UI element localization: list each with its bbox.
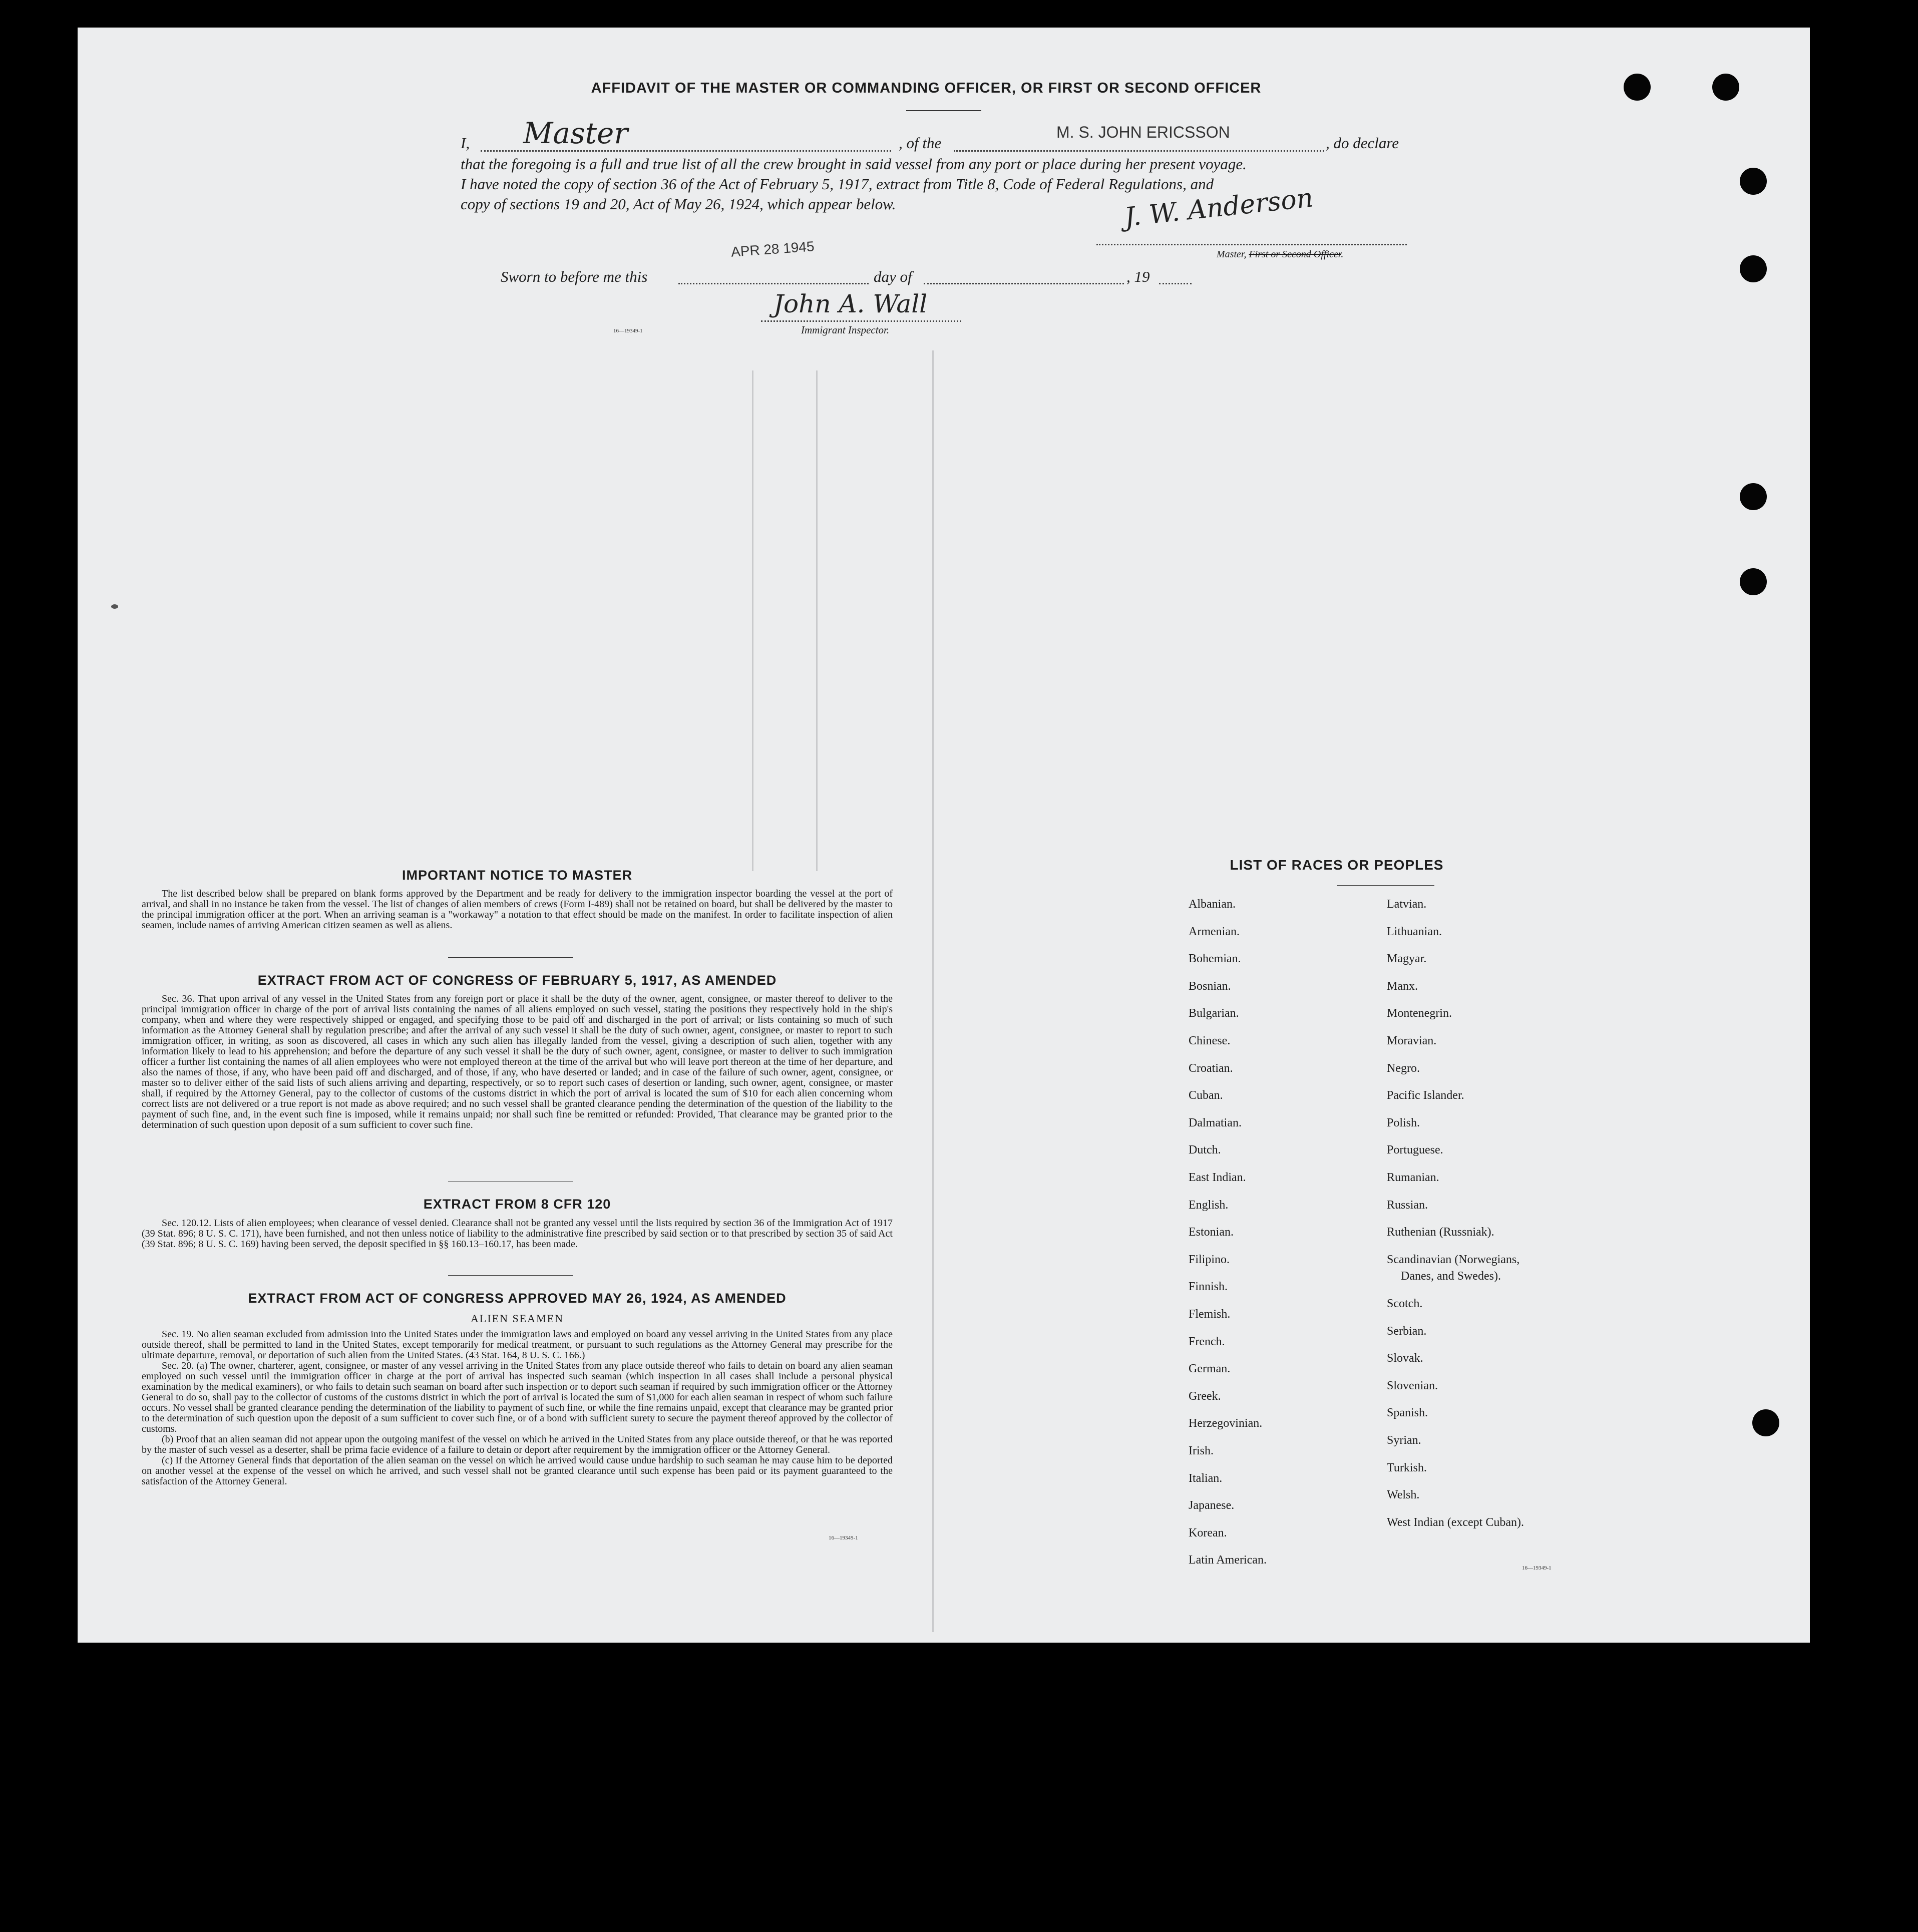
race-item: Dutch. xyxy=(1189,1143,1221,1157)
bleed-through-rule xyxy=(752,370,753,871)
affidavit-title: AFFIDAVIT OF THE MASTER OR COMMANDING OFFICER, OR FIRST OR SECOND OFFICER xyxy=(591,80,1262,96)
vessel-line xyxy=(954,150,1324,152)
race-item: West Indian (except Cuban). xyxy=(1387,1515,1524,1529)
affidavit-line-3: I have noted the copy of section 36 of the Act of February 5, 1917, extract from Title 8, Code of Federal Regulations, and xyxy=(461,175,1214,193)
race-item: Danes, and Swedes). xyxy=(1401,1270,1501,1283)
alien-seamen-subheading: ALIEN SEAMEN xyxy=(471,1312,564,1325)
sec-36-paragraph: Sec. 36. That upon arrival of any vessel in the United States from any foreign port or place it shall be the duty of the owner, agent, consignee, or master thereof to deliver to the principal immigration officer in charge of the port of arrival lists containing the names of all aliens employed on such vessel, stating the positions they respectively hold in the ship's company, when and where they were respectively shipped or engaged, and specifying those to be paid off and discharged in the port of arrival; or lists containing so much of such information as the Attorney General shall by regulation prescribe; and after the arrival of any such vessel it shall be the duty of such owner, agent, consignee, or master to report to such immigration officer, in writing, as soon as discovered, all cases in which any such alien has illegally landed from the vessel, giving a description of such alien, together with any information likely to lead to his apprehension; and before the departure of any such vessel it shall be the duty of such owner, agent, consignee, or master to deliver to such immigration officer a further list containing the names of all alien employees who were not employed thereon at the time of the arrival but who will leave port thereon at the time of her departure, and also the names of those, if any, who have been paid off and discharged, and of those, if any, who have deserted or landed; and in case of the failure of such owner, agent, consignee, or master so to deliver either of the said lists of such aliens arriving and departing, respectively, or so to report such cases of desertion or landing, such owner, agent, consignee, or master shall, if required by the Attorney General, pay to the collector of customs of the customs district in which the port of arrival is located the sum of $10 for each alien concerning whom correct lists are not delivered or a true report is not made as above required; and no such vessel shall be granted clearance pending the determination of the question of the liability to the payment of such fine, and, in the event such fine is imposed, while it remains unpaid; nor shall such fine be remitted or refunded: Provided, That clearance may be granted prior to the determination of such question upon deposit of a sum sufficient to cover such fine. xyxy=(142,993,893,1130)
race-item: Welsh. xyxy=(1387,1488,1420,1502)
inspector-signature: John A. Wall xyxy=(774,289,928,318)
race-item: Dalmatian. xyxy=(1189,1116,1242,1129)
title-rule xyxy=(906,110,981,111)
race-item: Ruthenian (Russniak). xyxy=(1387,1226,1494,1239)
race-item: Russian. xyxy=(1387,1198,1428,1212)
race-item: Finnish. xyxy=(1189,1280,1228,1294)
bleed-through-rule xyxy=(932,350,934,1632)
race-item: Estonian. xyxy=(1189,1226,1234,1239)
sec-20b-paragraph: (b) Proof that an alien seaman did not appear upon the outgoing manifest of the vessel on which he arrived in the United States from any place outside thereof, or that he was reported by the master of such vessel as a deserter, shall be prima facie evidence of a failure to detain or deport after requirement by the immigration officer or the Attorney General. xyxy=(142,1434,893,1455)
extract-1924-heading: EXTRACT FROM ACT OF CONGRESS APPROVED MAY 26, 1924, AS AMENDED xyxy=(248,1291,787,1306)
race-item: French. xyxy=(1189,1335,1225,1348)
race-item: Chinese. xyxy=(1189,1034,1231,1047)
race-item: Filipino. xyxy=(1189,1253,1230,1266)
bleed-through-rule xyxy=(816,370,818,871)
punch-hole xyxy=(1740,255,1767,282)
line1-suffix: , do declare xyxy=(1326,134,1399,152)
extract-cfr-text xyxy=(142,1218,893,1250)
race-item: Slovak. xyxy=(1387,1352,1423,1365)
race-item: East Indian. xyxy=(1189,1171,1246,1184)
races-heading-rule xyxy=(1337,885,1434,886)
sworn-year-line xyxy=(1159,283,1192,284)
punch-hole xyxy=(1624,74,1651,101)
race-item: Turkish. xyxy=(1387,1461,1427,1474)
race-item: Irish. xyxy=(1189,1444,1214,1457)
extract-1917-heading: EXTRACT FROM ACT OF CONGRESS OF FEBRUARY 5, 1917, AS AMENDED xyxy=(257,973,777,988)
race-item: German. xyxy=(1189,1362,1231,1376)
speck xyxy=(111,604,118,609)
notice-text xyxy=(142,889,893,931)
sec-120-12-paragraph: Sec. 120.12. Lists of alien employees; when clearance of vessel denied. Clearance shall not be granted any vessel until the lists required by section 36 of the Immigration Act of 1917 (39 Stat. 896; 8 U. S. C. 171), have been furnished, and not then unless notice of liability to the administrative fine prescribed by said section or to that prescribed by section 35 of said Act (39 Stat. 896; 8 U. S. C. 169) having been served, the deposit specified in §§ 160.13–160.17, has been made. xyxy=(142,1218,893,1250)
race-item: Spanish. xyxy=(1387,1406,1428,1420)
punch-hole xyxy=(1740,168,1767,195)
punch-hole xyxy=(1712,74,1739,101)
race-item: Syrian. xyxy=(1387,1434,1421,1447)
race-item: Latvian. xyxy=(1387,898,1427,911)
section-rule xyxy=(448,1275,573,1276)
extract-form-number: 16—19349-1 xyxy=(829,1535,858,1541)
master-caption-master: Master, xyxy=(1217,249,1247,260)
notice-paragraph: The list described below shall be prepared on blank forms approved by the Department and be ready for delivery to the immigration inspector boarding the vessel at the port of arrival, and shall in no instance be taken from the vessel. The list of changes of alien members of crews (Form I-489) shall not be retained on board, but shall be delivered by the master to the principal immigration officer at the port. When an arriving seaman is a "workaway" a notation to that effect should be made on the manifest. In order to facilitate inspection of alien seamen, include names of arriving American citizen seamen as well as aliens. xyxy=(142,888,893,931)
sec-20c-paragraph: (c) If the Attorney General finds that deportation of the alien seaman on the vessel on which he arrived would cause undue hardship to such seaman he may cause him to be deported on another vessel at the expense of the vessel on which he arrived, and such vessel shall not be granted clearance until such expense has been paid or its payment guaranteed to the satisfaction of the Attorney General. xyxy=(142,1455,893,1487)
sworn-date-stamp: APR 28 1945 xyxy=(730,238,815,260)
races-heading: LIST OF RACES OR PEOPLES xyxy=(1230,857,1444,873)
master-caption-end: . xyxy=(1341,249,1344,260)
master-caption-struck: First or Second Officer xyxy=(1249,249,1341,260)
affidavit-line-4: copy of sections 19 and 20, Act of May 26, 1924, which appear below. xyxy=(461,195,896,213)
sworn-year: , 19 xyxy=(1126,268,1150,285)
race-item: Flemish. xyxy=(1189,1308,1231,1321)
race-item: Magyar. xyxy=(1387,952,1427,966)
race-item: Bohemian. xyxy=(1189,952,1241,966)
declarant-handwriting: Master xyxy=(523,116,628,150)
race-item: Moravian. xyxy=(1387,1034,1437,1047)
races-form-number: 16—19349-1 xyxy=(1522,1565,1552,1571)
race-item: Montenegrin. xyxy=(1387,1007,1452,1020)
race-item: Albanian. xyxy=(1189,898,1236,911)
race-item: Herzegovinian. xyxy=(1189,1417,1263,1430)
affidavit-line-2: that the foregoing is a full and true list of all the crew brought in said vessel from any port or place during her present voyage. xyxy=(461,155,1247,173)
master-signature: J. W. Anderson xyxy=(1122,183,1315,233)
race-item: Pacific Islander. xyxy=(1387,1089,1464,1102)
vessel-name-stamp: M. S. JOHN ERICSSON xyxy=(1056,123,1230,141)
inspector-signature-line xyxy=(761,320,961,322)
race-item: Croatian. xyxy=(1189,1061,1233,1075)
race-item: Japanese. xyxy=(1189,1499,1235,1512)
sworn-date-line xyxy=(678,283,869,284)
race-item: Polish. xyxy=(1387,1116,1420,1129)
race-item: English. xyxy=(1189,1198,1229,1212)
affidavit-form-number: 16—19349-1 xyxy=(613,328,643,334)
race-item: Italian. xyxy=(1189,1471,1223,1485)
race-item: Greek. xyxy=(1189,1389,1221,1403)
race-item: Armenian. xyxy=(1189,925,1240,938)
extract-cfr-heading: EXTRACT FROM 8 CFR 120 xyxy=(423,1197,611,1212)
notice-heading: IMPORTANT NOTICE TO MASTER xyxy=(402,868,632,883)
punch-hole xyxy=(1740,568,1767,595)
punch-hole xyxy=(1740,483,1767,510)
race-item: Korean. xyxy=(1189,1526,1227,1539)
sworn-prefix: Sworn to before me this xyxy=(501,268,648,285)
sworn-month-line xyxy=(924,283,1124,284)
race-item: Serbian. xyxy=(1387,1324,1427,1338)
section-rule xyxy=(448,957,573,958)
race-item: Bulgarian. xyxy=(1189,1007,1239,1020)
race-item: Negro. xyxy=(1387,1061,1420,1075)
sworn-day-of: day of xyxy=(874,268,912,285)
race-item: Latin American. xyxy=(1189,1554,1267,1567)
master-caption xyxy=(1217,249,1343,260)
punch-hole xyxy=(1752,1409,1779,1436)
race-item: Rumanian. xyxy=(1387,1171,1439,1184)
line1-prefix: I, xyxy=(461,134,470,152)
race-item: Portuguese. xyxy=(1387,1143,1443,1157)
race-item: Scotch. xyxy=(1387,1297,1423,1310)
sec-19-paragraph: Sec. 19. No alien seaman excluded from admission into the United States under the immigration laws and employed on board any vessel arriving in the United States from any place outside thereof, shall be permitted to land in the United States, except temporarily for medical treatment, or pursuant to such regulations as the Attorney General may prescribe for the ultimate departure, removal, or deportation of such alien from the United States. (43 Stat. 164, 8 U. S. C. 166.) xyxy=(142,1329,893,1361)
sec-20a-paragraph: Sec. 20. (a) The owner, charterer, agent, consignee, or master of any vessel arriving in the United States from any place outside thereof who fails to detain on board any alien seaman employed on such vessel until the immigration officer in charge at the port of arrival has inspected such seaman (which inspection in all cases shall include a personal physical examination by the medical examiners), or who fails to detain such seaman on board after such inspection or to deport such seaman if required by such immigration officer or the Attorney General to do so, shall pay to the collector of customs of the customs district in which the port of arrival is located the sum of $1,000 for each alien seaman in respect of whom such failure occurs. No vessel shall be granted clearance pending the determination of the liability to payment of such fine, or while the fine remains unpaid, except that clearance may be granted prior to the determination of such question upon the deposit of a sum sufficient to cover such fine, or of a bond with sufficient surety to secure the payment thereof approved by the collector of customs. xyxy=(142,1360,893,1434)
race-item: Manx. xyxy=(1387,979,1418,993)
declarant-line xyxy=(481,150,891,152)
race-item: Scandinavian (Norwegians, xyxy=(1387,1253,1520,1266)
race-item: Slovenian. xyxy=(1387,1379,1438,1392)
extract-1924-text xyxy=(142,1329,893,1487)
inspector-caption: Immigrant Inspector. xyxy=(801,324,890,336)
race-item: Cuban. xyxy=(1189,1089,1223,1102)
master-signature-line xyxy=(1096,244,1407,245)
race-item: Lithuanian. xyxy=(1387,925,1442,938)
extract-1917-text xyxy=(142,994,893,1130)
race-item: Bosnian. xyxy=(1189,979,1231,993)
line1-mid: , of the xyxy=(899,134,942,152)
